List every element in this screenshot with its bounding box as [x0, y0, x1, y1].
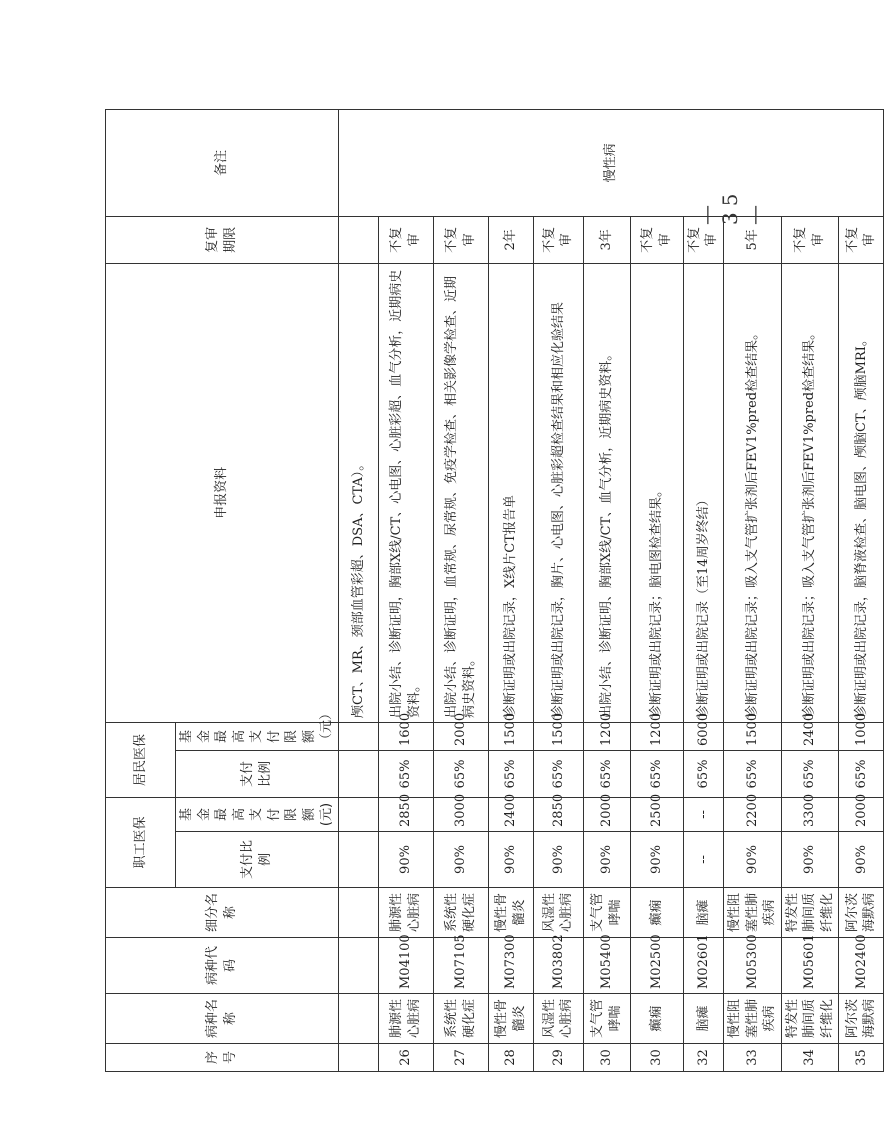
- header-subdivision: 细分名称: [106, 888, 339, 938]
- row-staff-limit: --: [683, 797, 723, 831]
- row-review: 2年: [488, 216, 533, 263]
- row-seq: 30: [630, 1044, 683, 1072]
- row-subdivision: 慢性阻塞性肺疾病: [724, 888, 782, 938]
- row-seq: 29: [533, 1044, 583, 1072]
- row-materials: 诊断证明或出院记录，胸片、心电图、心脏彩超检查结果和相应化验结果: [533, 263, 583, 722]
- row-resident-limit: 1500: [488, 722, 533, 750]
- row-subdivision: 慢性骨髓炎: [488, 888, 533, 938]
- row-seq: 34: [781, 1044, 839, 1072]
- header-seq: 序号: [106, 1044, 339, 1072]
- row-staff-limit: 2200: [724, 797, 782, 831]
- row-seq: 30: [583, 1044, 630, 1072]
- row-resident-limit: 1000: [839, 722, 884, 750]
- row-subdivision: 脑瘫: [683, 888, 723, 938]
- row-disease-code: M03802: [533, 938, 583, 994]
- table-row: [488, 109, 533, 1071]
- row-disease-code: M05400: [583, 938, 630, 994]
- table-row: [724, 109, 782, 1071]
- row-review: 3年: [583, 216, 630, 263]
- row-review: 不复审: [378, 216, 433, 263]
- table-row: [378, 109, 433, 1071]
- row-disease-code: M04100: [378, 938, 433, 994]
- table-row: [533, 109, 583, 1071]
- row-resident-ratio: 65%: [683, 750, 723, 797]
- row-subdivision: 特发性肺间质纤维化: [781, 888, 839, 938]
- row-staff-ratio: 90%: [583, 832, 630, 888]
- table-row: [630, 109, 683, 1071]
- row-disease-code: M07105: [433, 938, 488, 994]
- row-staff-ratio: --: [683, 832, 723, 888]
- row-resident-limit: 2000: [433, 722, 488, 750]
- row-materials: 诊断证明或出院记录；脑电图检查结果。: [630, 263, 683, 722]
- continuation-materials: 颅CT、MR、颈部血管彩超、DSA、CTA）。: [338, 263, 378, 722]
- table-row: [839, 109, 884, 1071]
- continuation-row: [338, 109, 378, 1071]
- row-materials: 诊断证明或出院记录，脑脊液检查、脑电图、颅脑CT、颅脑MRI。: [839, 263, 884, 722]
- row-seq: 28: [488, 1044, 533, 1072]
- row-review: 不复审: [781, 216, 839, 263]
- row-disease-code: M02601: [683, 938, 723, 994]
- row-resident-ratio: 65%: [781, 750, 839, 797]
- row-resident-limit: 1200: [583, 722, 630, 750]
- row-disease-code: M02500: [630, 938, 683, 994]
- header-resident-limit: 基金最高支付限额（元）: [176, 722, 339, 750]
- row-subdivision: 肺源性心脏病: [378, 888, 433, 938]
- header-disease-code: 病种代码: [106, 938, 339, 994]
- row-disease-name: 脑瘫: [683, 994, 723, 1044]
- row-resident-ratio: 65%: [533, 750, 583, 797]
- row-resident-ratio: 65%: [583, 750, 630, 797]
- row-staff-ratio: 90%: [724, 832, 782, 888]
- header-staff-insurance: 职工医保: [106, 797, 176, 887]
- row-staff-limit: 2400: [488, 797, 533, 831]
- row-seq: 32: [683, 1044, 723, 1072]
- row-review: 5年: [724, 216, 782, 263]
- rotated-page: [105, 110, 878, 1072]
- row-staff-limit: 2850: [533, 797, 583, 831]
- row-resident-ratio: 65%: [630, 750, 683, 797]
- row-staff-limit: 2850: [378, 797, 433, 831]
- row-materials: 出院小结、诊断证明，血常规、尿常规、免疫学检查、相关影像学检查、近期病史资料。: [433, 263, 488, 722]
- row-staff-ratio: 90%: [839, 832, 884, 888]
- header-remarks: 备注: [106, 109, 339, 216]
- row-seq: 27: [433, 1044, 488, 1072]
- row-disease-name: 系统性硬化症: [433, 994, 488, 1044]
- row-materials: 出院小结、诊断证明，胸部X线/CT、心电图、心脏彩超、血气分析，近期病史资料。: [378, 263, 433, 722]
- table-row: [683, 109, 723, 1071]
- row-staff-limit: 2000: [583, 797, 630, 831]
- disease-table: [105, 109, 884, 1072]
- row-disease-code: M05601: [781, 938, 839, 994]
- row-materials: 诊断证明或出院记录；吸入支气管扩张剂后FEV1%pred检查结果。: [724, 263, 782, 722]
- row-disease-name: 慢性骨髓炎: [488, 994, 533, 1044]
- row-disease-name: 支气管哮喘: [583, 994, 630, 1044]
- row-disease-name: 特发性肺间质纤维化: [781, 994, 839, 1044]
- row-subdivision: 支气管哮喘: [583, 888, 630, 938]
- row-staff-ratio: 90%: [781, 832, 839, 888]
- row-resident-limit: 1200: [630, 722, 683, 750]
- row-staff-limit: 2000: [839, 797, 884, 831]
- row-seq: 33: [724, 1044, 782, 1072]
- row-resident-limit: 1600: [378, 722, 433, 750]
- row-staff-limit: 3300: [781, 797, 839, 831]
- row-materials: 诊断证明或出院记录（至14周岁终结）: [683, 263, 723, 722]
- header-review-period: 复审期限: [106, 216, 339, 263]
- table-row: [433, 109, 488, 1071]
- row-disease-code: M02400: [839, 938, 884, 994]
- header-application-materials: 申报资料: [106, 263, 339, 722]
- row-materials: 诊断证明或出院记录；吸入支气管扩张剂后FEV1%pred检查结果。: [781, 263, 839, 722]
- row-staff-ratio: 90%: [533, 832, 583, 888]
- page-number: — 35 —: [694, 187, 766, 225]
- row-staff-ratio: 90%: [488, 832, 533, 888]
- row-subdivision: 阿尔茨海默病: [839, 888, 884, 938]
- row-resident-ratio: 65%: [378, 750, 433, 797]
- row-resident-limit: 1500: [724, 722, 782, 750]
- table-row: [781, 109, 839, 1071]
- row-seq: 35: [839, 1044, 884, 1072]
- row-subdivision: 癫痫: [630, 888, 683, 938]
- row-review: 不复审: [533, 216, 583, 263]
- row-materials: 出院小结、诊断证明、胸部X线/CT、血气分析，近期病史资料。: [583, 263, 630, 722]
- header-staff-limit: 基金最高支付限额(元): [176, 797, 339, 831]
- row-disease-name: 慢性阻塞性肺疾病: [724, 994, 782, 1044]
- row-resident-ratio: 65%: [488, 750, 533, 797]
- row-review: 不复审: [433, 216, 488, 263]
- row-disease-code: M07300: [488, 938, 533, 994]
- remark-cell: 慢性病: [338, 109, 883, 216]
- row-review: 不复审: [630, 216, 683, 263]
- row-resident-ratio: 65%: [433, 750, 488, 797]
- row-materials: 诊断证明或出院记录，X线片CT报告单: [488, 263, 533, 722]
- row-resident-limit: 1500: [533, 722, 583, 750]
- header-disease-name: 病种名称: [106, 994, 339, 1044]
- row-resident-ratio: 65%: [839, 750, 884, 797]
- row-disease-name: 风湿性心脏病: [533, 994, 583, 1044]
- row-review: 不复审: [683, 216, 723, 263]
- row-disease-name: 癫痫: [630, 994, 683, 1044]
- row-staff-ratio: 90%: [378, 832, 433, 888]
- row-resident-limit: 2400: [781, 722, 839, 750]
- row-disease-name: 阿尔茨海默病: [839, 994, 884, 1044]
- row-subdivision: 风湿性心脏病: [533, 888, 583, 938]
- row-resident-ratio: 65%: [724, 750, 782, 797]
- row-resident-limit: 6000: [683, 722, 723, 750]
- row-review: 不复审: [839, 216, 884, 263]
- row-staff-ratio: 90%: [630, 832, 683, 888]
- row-staff-limit: 2500: [630, 797, 683, 831]
- row-staff-ratio: 90%: [433, 832, 488, 888]
- row-subdivision: 系统性硬化症: [433, 888, 488, 938]
- header-resident-insurance: 居民医保: [106, 722, 176, 797]
- row-disease-name: 肺源性心脏病: [378, 994, 433, 1044]
- row-disease-code: M05300: [724, 938, 782, 994]
- row-seq: 26: [378, 1044, 433, 1072]
- row-staff-limit: 3000: [433, 797, 488, 831]
- table-row: [583, 109, 630, 1071]
- header-staff-ratio: 支付比例: [176, 832, 339, 888]
- header-row-1: [106, 109, 176, 1071]
- header-resident-ratio: 支付比例: [176, 750, 339, 797]
